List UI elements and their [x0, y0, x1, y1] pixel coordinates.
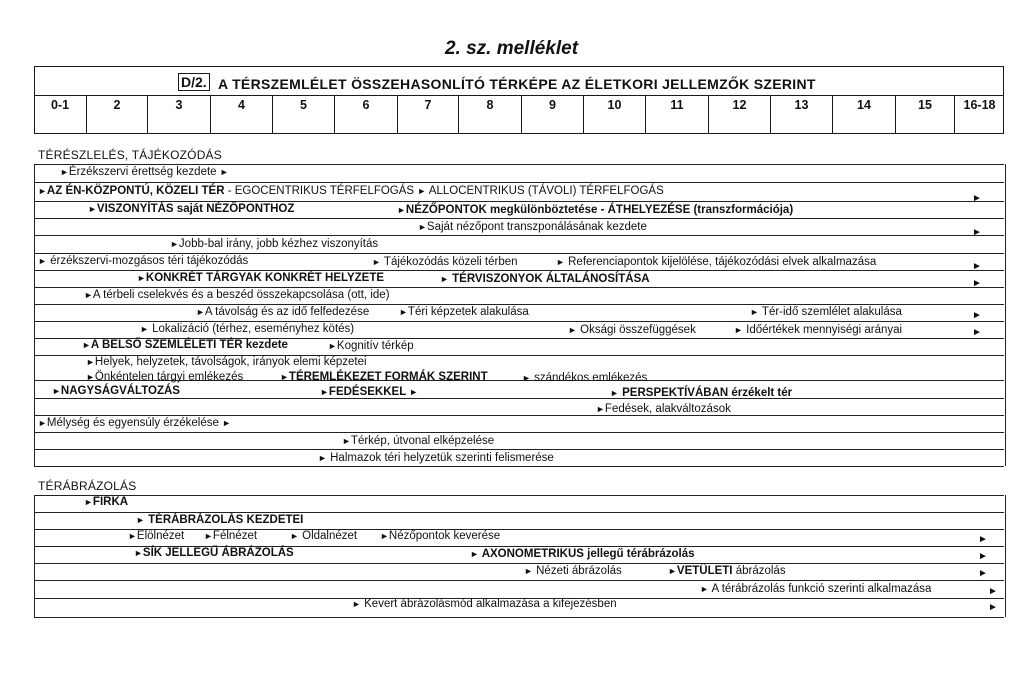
section-perception-label: TÉRÉSZLELÉS, TÁJÉKOZÓDÁS — [38, 148, 222, 162]
item-time-values: ► Időértékek mennyiségi arányai — [734, 324, 903, 336]
age-column: 9 — [521, 95, 583, 134]
item-flat-representation: ►SÍK JELLEGŰ ÁBRÁZOLÁS — [134, 547, 294, 559]
item-overlaps: ►FEDÉSEKKEL ► — [320, 386, 419, 398]
row-divider — [34, 287, 1004, 288]
item-representation-start: ► TÉRÁBRÁZOLÁS KEZDETEI — [136, 514, 304, 526]
row-divider — [34, 617, 1004, 618]
item-involuntary-memory: ►Önkéntelen tárgyi emlékezés — [86, 371, 244, 383]
item-overlaps-shapes: ►Fedések, alakváltozások — [596, 403, 731, 415]
age-column: 15 — [895, 95, 954, 134]
item-mixed-viewpoints: ►Nézőpontok keverése — [380, 530, 501, 542]
item-size-change: ►NAGYSÁGVÁLTOZÁS — [52, 385, 180, 397]
item-generalization: ► TÉRVISZONYOK ÁLTALÁNOSÍTÁSA — [440, 273, 650, 285]
age-column: 5 — [272, 95, 334, 134]
section-representation-label: TÉRÁBRÁZOLÁS — [38, 479, 137, 493]
item-concrete-objects: ►KONKRÉT TÁRGYAK KONKRÉT HELYZETE — [137, 272, 385, 284]
item-intentional-memory: ► szándékos emlékezés — [522, 372, 648, 384]
item-projection: ►VETÜLETI ábrázolás — [668, 565, 786, 577]
row-divider — [34, 580, 1004, 581]
item-front-view: ►Elölnézet — [128, 530, 185, 542]
age-column: 2 — [86, 95, 147, 134]
document-title: 2. sz. melléklet — [444, 38, 579, 59]
row-divider — [34, 270, 1004, 271]
continue-arrow-icon: ► — [978, 534, 988, 545]
item-near-space: ► Tájékozódás közeli térben — [372, 256, 518, 268]
item-sets-recognition: ► Halmazok téri helyzetük szerinti felismerése — [318, 452, 554, 464]
row-divider — [34, 235, 1004, 236]
age-column: 11 — [645, 95, 708, 134]
item-cognitive-map: ►Kognitív térkép — [328, 340, 414, 352]
item-functional-use: ► A térábrázolás funkció szerinti alkalmazása — [700, 583, 932, 595]
item-mixed-mode: ► Kevert ábrázolásmód alkalmazása a kifejezésben — [352, 598, 617, 610]
item-action-speech: ►A térbeli cselekvés és a beszéd összekapcsolása (ott, ide) — [84, 289, 390, 301]
continue-arrow-icon: ► — [972, 193, 982, 204]
item-scribble: ►FIRKA — [84, 496, 129, 508]
item-localization: ► Lokalizáció (térhez, eseményhez kötés) — [140, 323, 355, 335]
row-divider — [34, 415, 1004, 416]
item-spatial-images: ►Téri képzetek alakulása — [399, 306, 529, 318]
row-divider — [34, 466, 1004, 467]
row-divider — [34, 182, 1004, 183]
row-divider — [34, 304, 1004, 305]
age-column: 16-18 — [954, 95, 1004, 134]
item-side-view: ► Oldalnézet — [290, 530, 358, 542]
item-distance-time: ►A távolság és az idő felfedezése — [196, 306, 370, 318]
row-divider — [34, 253, 1004, 254]
age-column: 8 — [458, 95, 521, 134]
row-divider — [34, 512, 1004, 513]
row-divider — [34, 201, 1004, 202]
row-divider — [34, 321, 1004, 322]
item-view-drawing: ► Nézeti ábrázolás — [524, 565, 622, 577]
continue-arrow-icon: ► — [978, 568, 988, 579]
item-sensory-maturity: ►Érzékszervi érettség kezdete ► — [60, 166, 229, 178]
age-column: 3 — [147, 95, 210, 134]
item-transposing: ►Saját nézőpont transzponálásának kezdete — [418, 221, 647, 233]
item-relating-viewpoint: ►VISZONYÍTÁS saját NÉZŐPONTHOZ — [88, 203, 295, 215]
row-divider — [34, 449, 1004, 450]
item-axonometric: ► AXONOMETRIKUS jellegű térábrázolás — [470, 548, 695, 560]
item-reference-points: ► Referenciapontok kijelölése, tájékozódási elvek alkalmazása — [556, 256, 877, 268]
continue-arrow-icon: ► — [972, 327, 982, 338]
item-egocentric: ►AZ ÉN-KÖZPONTÚ, KÖZELI TÉR - EGOCENTRIKUS TÉRFELFOGÁS ► ALLOCENTRIKUS (TÁVOLI) TÉRFELFOGÁS — [38, 185, 664, 197]
continue-arrow-icon: ► — [972, 227, 982, 238]
item-inner-space: ►A BELSŐ SZEMLÉLETI TÉR kezdete — [82, 339, 288, 351]
age-column: 0-1 — [50, 98, 70, 112]
continue-arrow-icon: ► — [972, 261, 982, 272]
continue-arrow-icon: ► — [972, 278, 982, 289]
age-column: 4 — [210, 95, 272, 134]
row-divider — [34, 432, 1004, 433]
item-depth-balance: ►Mélység és egyensúly érzékelése ► — [38, 417, 231, 429]
item-space-time: ► Tér-idő szemlélet alakulása — [750, 306, 902, 318]
item-half-view: ►Félnézet — [204, 530, 258, 542]
age-column: 12 — [708, 95, 770, 134]
continue-arrow-icon: ► — [978, 551, 988, 562]
row-divider — [34, 495, 1004, 496]
row-divider — [34, 164, 1004, 165]
age-column: 14 — [832, 95, 895, 134]
row-divider — [34, 398, 1004, 399]
age-column: 7 — [397, 95, 458, 134]
item-viewpoint-transform: ►NÉZŐPONTOK megkülönböztetése - ÁTHELYEZÉSE (transzformációja) — [397, 204, 794, 216]
item-perspective: ► PERSPEKTÍVÁBAN érzékelt tér — [610, 387, 793, 399]
item-places: ►Helyek, helyzetek, távolságok, irányok elemi képzetei — [86, 356, 367, 368]
item-left-right: ►Jobb-bal irány, jobb kézhez viszonyítás — [170, 238, 379, 250]
document-code: D/2. — [178, 73, 210, 91]
row-divider — [34, 218, 1004, 219]
item-spatial-memory: ►TÉREMLÉKEZET FORMÁK SZERINT — [280, 371, 488, 383]
continue-arrow-icon: ► — [972, 310, 982, 321]
item-map-route: ►Térkép, útvonal elképzelése — [342, 435, 495, 447]
age-column: 13 — [770, 95, 832, 134]
main-title: A TÉRSZEMLÉLET ÖSSZEHASONLÍTÓ TÉRKÉPE AZ ÉLETKORI JELLEMZŐK SZERINT — [218, 76, 816, 92]
age-column: 10 — [583, 95, 645, 134]
item-causality: ► Oksági összefüggések — [568, 324, 696, 336]
continue-arrow-icon: ► — [988, 586, 998, 597]
row-divider — [34, 563, 1004, 564]
item-sensorimotor: ► érzékszervi-mozgásos téri tájékozódás — [38, 255, 249, 267]
age-column: 6 — [334, 95, 397, 134]
continue-arrow-icon: ► — [988, 602, 998, 613]
